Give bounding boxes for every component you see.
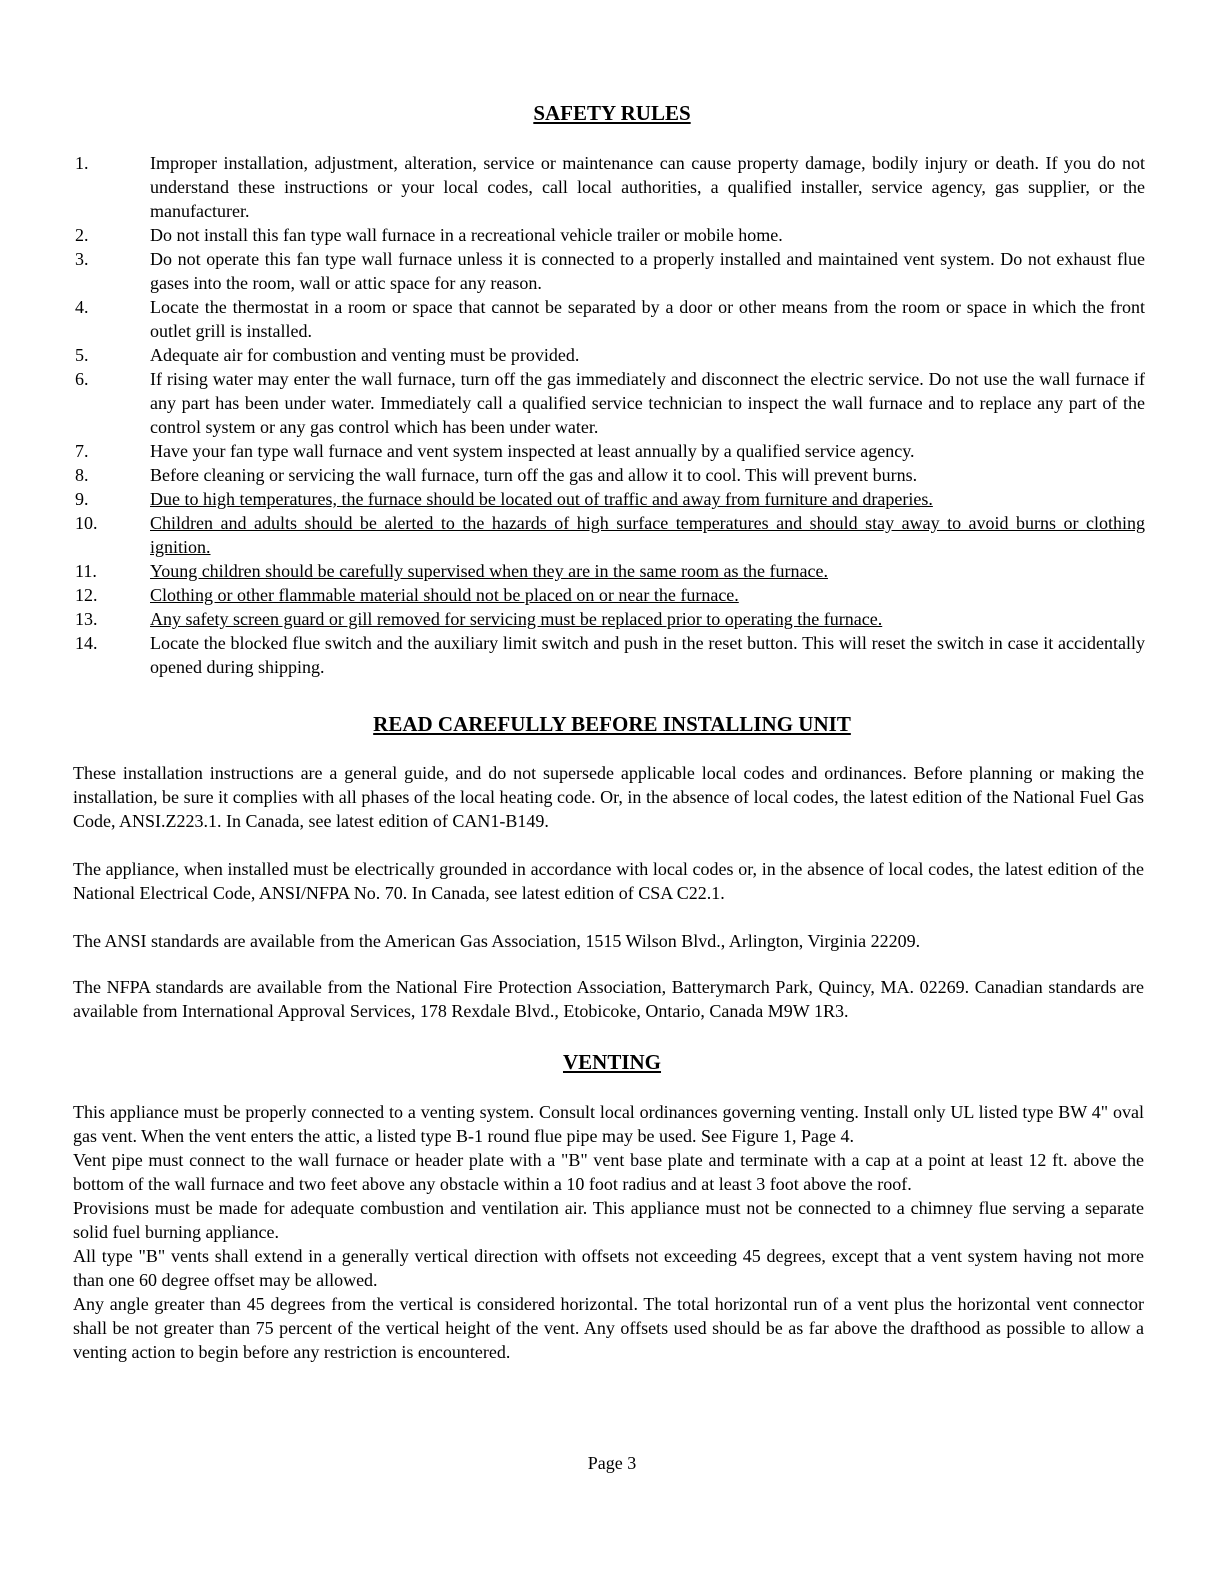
rule-text-underlined: Children and adults should be alerted to the hazards of high surface temperatures and should stay away to avoid burns or clothing ignition. [150, 513, 1145, 557]
rule-text-underlined: Clothing or other flammable material should not be placed on or near the furnace. [150, 585, 739, 605]
rule-number: 7. [75, 441, 89, 461]
rule-text: Do not operate this fan type wall furnace unless it is connected to a properly installed and maintained vent system. Do not exhaust flue gases into the room, wall or attic space for any reason. [150, 249, 1145, 293]
rule-number: 1. [75, 153, 89, 173]
safety-rule [75, 151, 1145, 223]
installation-guide-paragraph: These installation instructions are a general guide, and do not supersede applicable local codes and ordinances. Before planning or making the installation, be sure it complies with all phases of the local heating code. Or, in the absence of local codes, the latest edition of the National Fuel Gas Code, ANSI.Z223.1. In Canada, see latest edition of CAN1-B149. [73, 763, 1144, 831]
venting-heading: VENTING [562, 1050, 662, 1074]
safety-rules-heading: SAFETY RULES [533, 101, 691, 125]
rule-number: 9. [75, 489, 89, 509]
safety-rule [75, 343, 1145, 367]
safety-rule [75, 487, 1145, 511]
venting-paragraph: This appliance must be properly connected to a venting system. Consult local ordinances governing venting. Install only UL listed type BW 4" oval gas vent. When the vent enters the attic, a listed type B-1 round flue pipe may be used. See Figure 1, Page 4. [73, 1102, 1144, 1146]
safety-rule [75, 223, 1145, 247]
rule-text: Do not install this fan type wall furnace in a recreational vehicle trailer or mobile home. [150, 225, 783, 245]
rule-number: 10. [75, 513, 98, 533]
safety-rule [75, 559, 1145, 583]
safety-rule [75, 511, 1145, 559]
rule-number: 3. [75, 249, 89, 269]
safety-rule [75, 247, 1145, 295]
rule-text: Have your fan type wall furnace and vent system inspected at least annually by a qualified service agency. [150, 441, 915, 461]
rule-number: 11. [75, 561, 97, 581]
safety-rule [75, 295, 1145, 343]
rule-number: 2. [75, 225, 89, 245]
page-number: Page 3 [587, 1453, 637, 1473]
safety-rule [75, 463, 1145, 487]
grounding-paragraph: The appliance, when installed must be electrically grounded in accordance with local codes or, in the absence of local codes, the latest edition of the National Electrical Code, ANSI/NFPA No. 70. In Canada, see latest edition of CSA C22.1. [73, 859, 1144, 903]
rule-text: Improper installation, adjustment, alteration, service or maintenance can cause property damage, bodily injury or death. If you do not understand these instructions or your local codes, call local authorities, a qualified installer, service agency, gas supplier, or the manufacturer. [150, 153, 1145, 221]
venting-paragraph: All type "B" vents shall extend in a generally vertical direction with offsets not exceeding 45 degrees, except that a vent system having not more than one 60 degree offset may be allowed. [73, 1246, 1144, 1290]
venting-section [73, 1100, 1144, 1364]
rule-number: 14. [75, 633, 98, 653]
rule-text: If rising water may enter the wall furnace, turn off the gas immediately and disconnect the electric service. Do not use the wall furnace if any part has been under water. Immediately call a qualified service technician to inspect the wall furnace and to replace any part of the control system or any gas control which has been under water. [150, 369, 1145, 437]
safety-rules-list [75, 151, 1145, 679]
nfpa-standards-paragraph: The NFPA standards are available from the National Fire Protection Association, Batterymarch Park, Quincy, MA. 02269. Canadian standards are available from International Approval Services, 178 Rexdale Blvd., Etobicoke, Ontario, Canada M9W 1R3. [73, 977, 1144, 1021]
rule-number: 5. [75, 345, 89, 365]
rule-number: 4. [75, 297, 89, 317]
rule-number: 6. [75, 369, 89, 389]
ansi-standards-paragraph: The ANSI standards are available from the American Gas Association, 1515 Wilson Blvd., Arlington, Virginia 22209. [73, 931, 921, 951]
rule-text: Locate the blocked flue switch and the auxiliary limit switch and push in the reset button. This will reset the switch in case it accidentally opened during shipping. [150, 633, 1145, 677]
rule-number: 8. [75, 465, 89, 485]
rule-text: Adequate air for combustion and venting must be provided. [150, 345, 580, 365]
read-carefully-heading: READ CAREFULLY BEFORE INSTALLING UNIT [373, 712, 851, 736]
rule-text: Before cleaning or servicing the wall furnace, turn off the gas and allow it to cool. This will prevent burns. [150, 465, 918, 485]
venting-paragraph: Provisions must be made for adequate combustion and ventilation air. This appliance must not be connected to a chimney flue serving a separate solid fuel burning appliance. [73, 1198, 1144, 1242]
safety-rule [75, 607, 1145, 631]
safety-rule [75, 583, 1145, 607]
rule-number: 12. [75, 585, 98, 605]
rule-number: 13. [75, 609, 98, 629]
rule-text-underlined: Any safety screen guard or gill removed for servicing must be replaced prior to operating the furnace. [150, 609, 883, 629]
safety-rule [75, 367, 1145, 439]
rule-text: Locate the thermostat in a room or space that cannot be separated by a door or other means from the room or space in which the front outlet grill is installed. [150, 297, 1145, 341]
venting-paragraph: Vent pipe must connect to the wall furnace or header plate with a "B" vent base plate and terminate with a cap at a point at least 12 ft. above the bottom of the wall furnace and two feet above any obstacle within a 10 foot radius and at least 3 foot above the roof. [73, 1150, 1144, 1194]
rule-text-underlined: Due to high temperatures, the furnace should be located out of traffic and away from furniture and draperies. [150, 489, 933, 509]
safety-rule [75, 439, 1145, 463]
venting-paragraph: Any angle greater than 45 degrees from the vertical is considered horizontal. The total horizontal run of a vent plus the horizontal vent connector shall be not greater than 75 percent of the vertical height of the vent. Any offsets used should be as far above the drafthood as possible to allow a venting action to begin before any restriction is encountered. [73, 1294, 1144, 1362]
rule-text-underlined: Young children should be carefully supervised when they are in the same room as the furnace. [150, 561, 828, 581]
safety-rule [75, 631, 1145, 679]
